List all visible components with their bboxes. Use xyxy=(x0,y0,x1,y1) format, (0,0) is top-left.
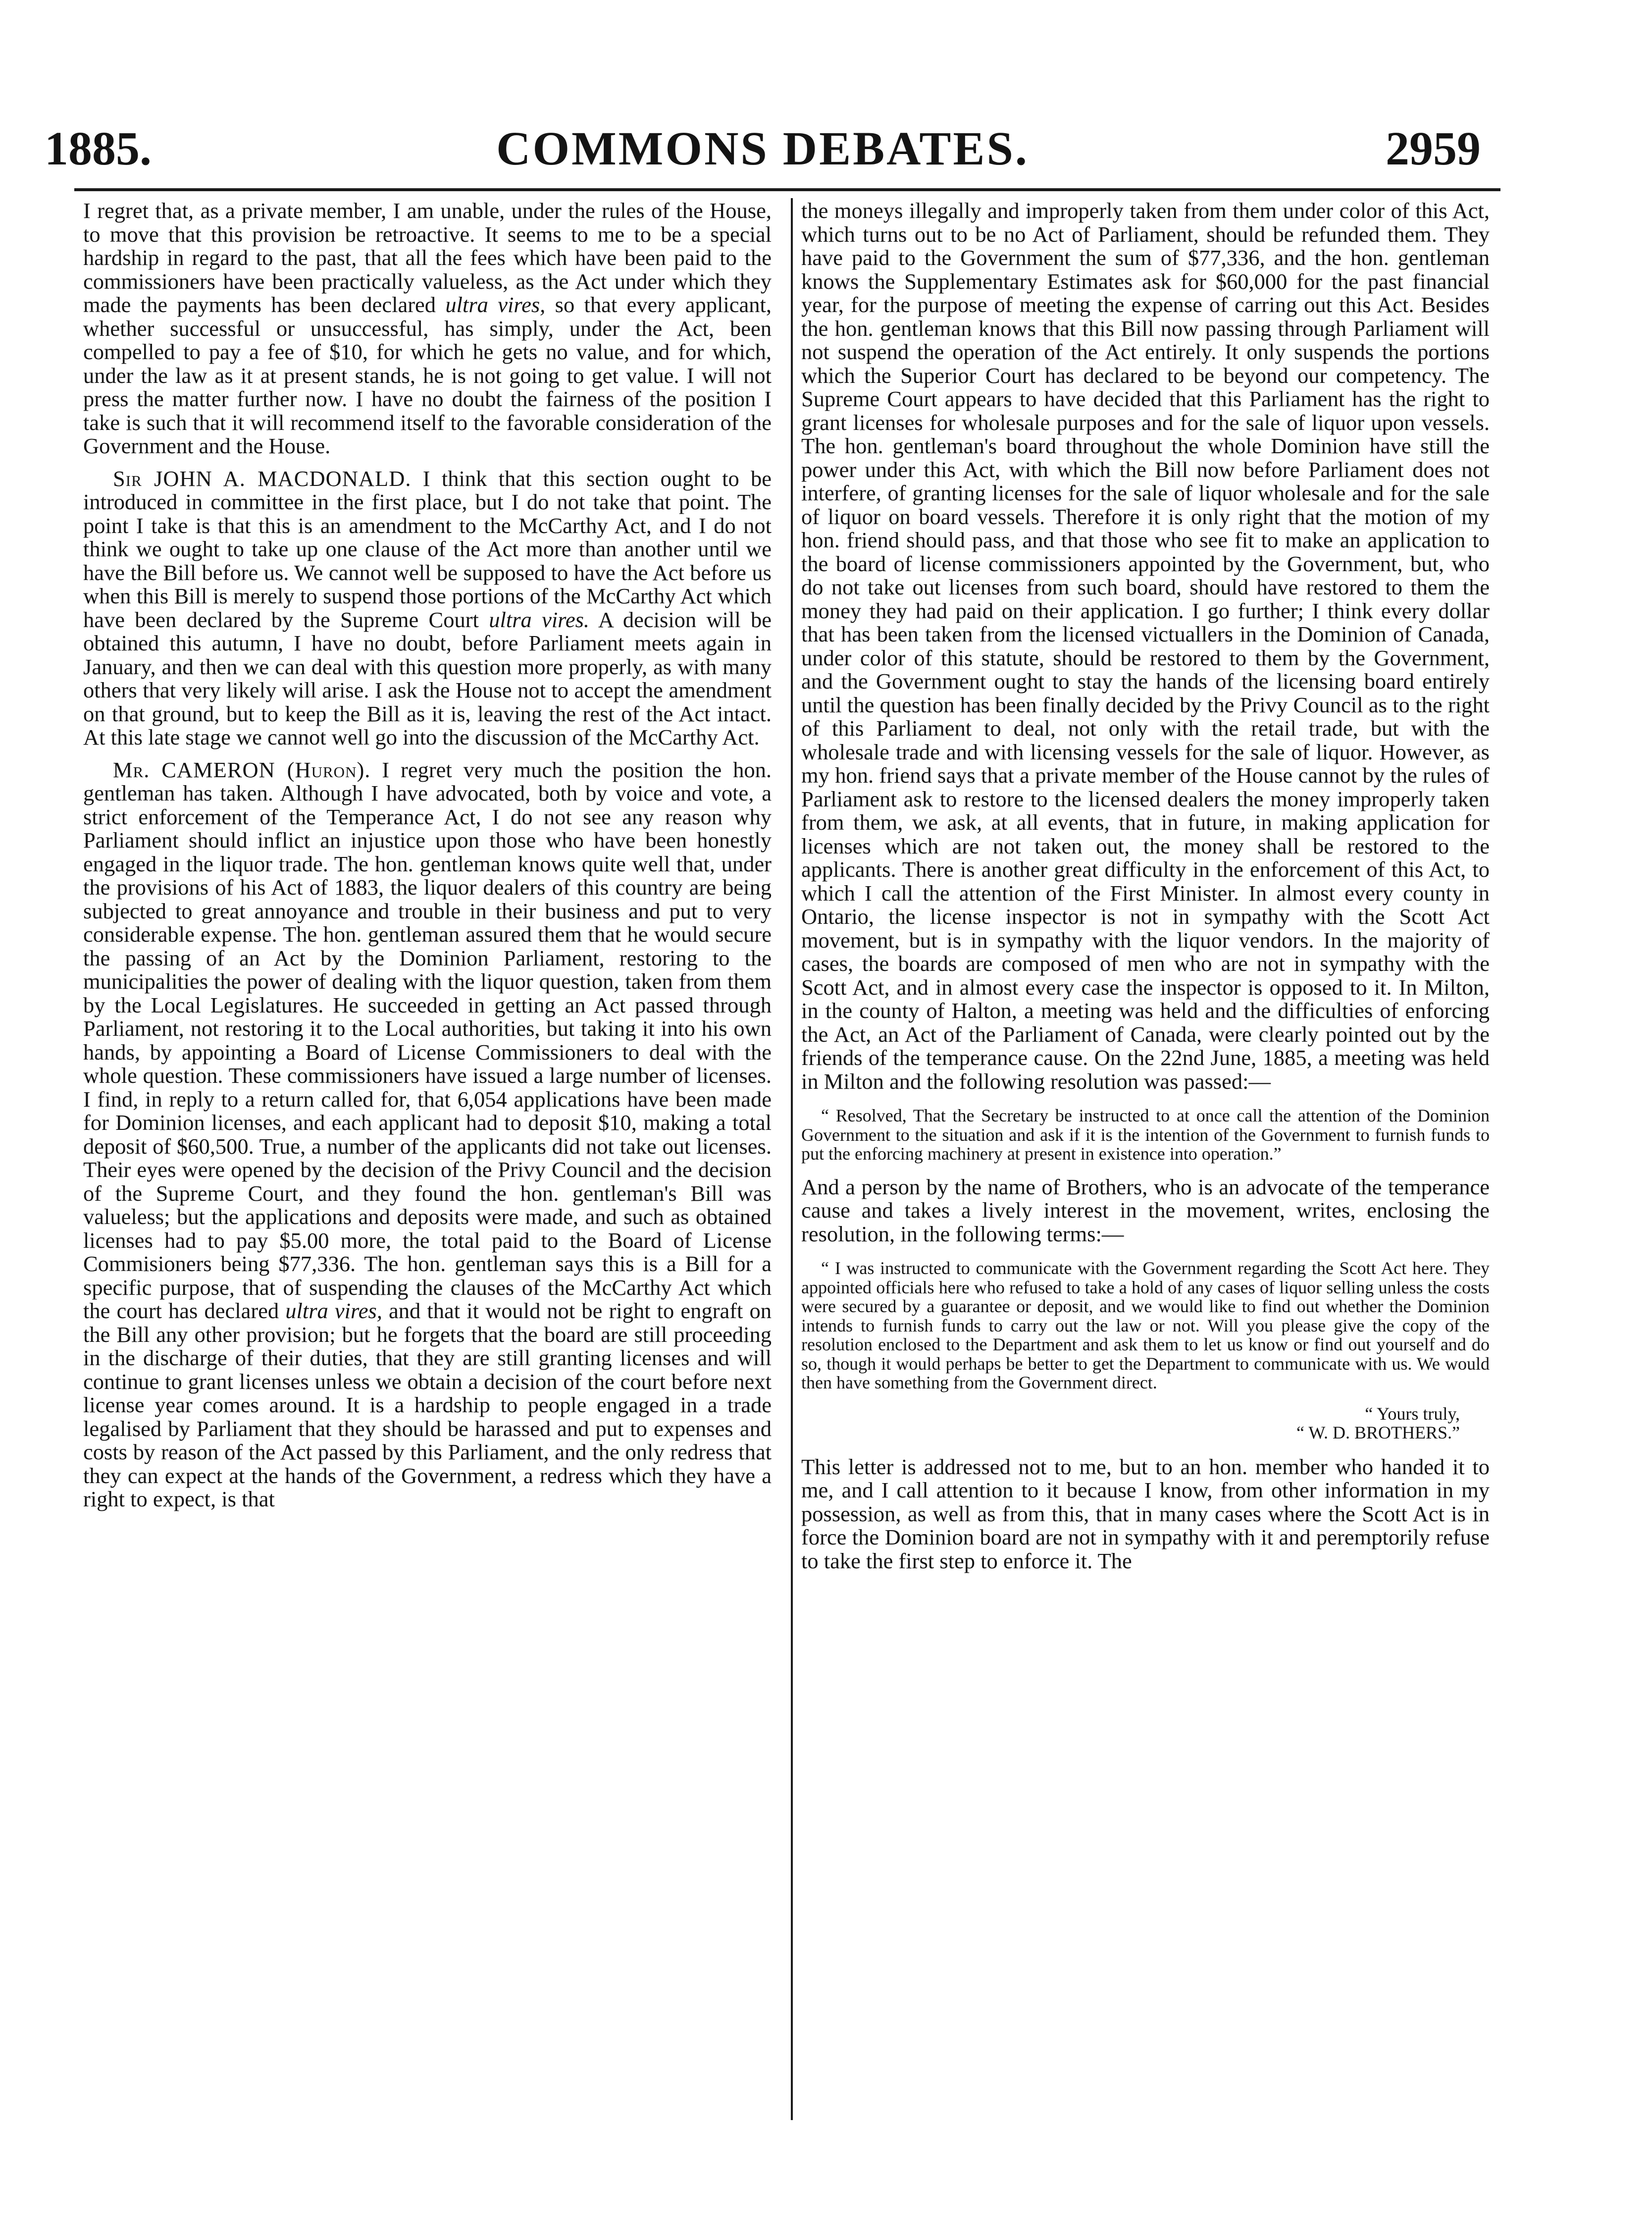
paragraph: the moneys illegally and improperly taken from them under color of this Act, which turns out to be no Act of Parliament, should be refunded them. They have paid to the Government the sum of $77,336, and the hon. gentleman knows the Supplementary Estimates ask for $60,000 for the past financial year, for the purpose of meeting the expense of carring out this Act. Besides the hon. gentleman knows that this Bill now passing through Parliament will not suspend the operation of the Act entirely. It only suspends the portions which the Superior Court has declared to be beyond our competency. The Supreme Court appears to have decided that this Parliament has the right to grant licenses for wholesale purposes and for the sale of liquor upon vessels. The hon. gentleman's board throughout the whole Dominion have still the power under this Act, with which the Bill now before Parliament does not interfere, of granting licenses for the sale of liquor wholesale and for the sale of liquor on board vessels. Therefore it is only right that the motion of my hon. friend should pass, and that those who see fit to make an application to the board of license commissioners appointed by the Government, but, who do not take out licenses from such board, should have restored to them the money they had paid on their application. I go further; I think every dollar that has been taken from the licensed victuallers in the Dominion of Canada, under color of this statute, should be restored to them by the Government, and the Government ought to stay the hands of the licensing board entirely until the question has been finally decided by the Privy Council as to the right of this Parliament to deal, not only with the retail trade, but with the wholesale trade and with licensing vessels for the sale of liquor. However, as my hon. friend says that a private member of the House cannot by the rules of Parliament ask to restore to the licensed dealers the money improperly taken from them, we ask, at all events, that in future, in making application for licenses which are not taken out, the money shall be restored to the applicants. There is another great difficulty in the enforcement of this Act, to which I call the attention of the First Minister. In almost every county in Ontario, the license inspector is not in sympathy with the Scott Act movement, but is in sympathy with the liquor vendors. In the majority of cases, the boards are composed of men who are not in sympathy with the Scott Act, and in almost every case the inspector is opposed to it. In Milton, in the county of Halton, a meeting was held and the difficulties of enforcing the Act, an Act of the Parliament of Canada, were clearly pointed out by the friends of the temperance cause. On the 22nd June, 1885, a meeting was held in Milton and the following resolution was passed:— xyxy=(801,199,1490,1094)
header-rule xyxy=(74,188,1500,191)
italic-text: ultra vires, xyxy=(445,292,546,317)
signature-closing: “ Yours truly, xyxy=(1365,1403,1460,1424)
paragraph-text: I regret that, as a private member, I am unable, under the rules of the House, to move that this provision be retroactive. It seems to me to be a special hardship in regard to the past, that all the fees which have been paid to the commissioners have been practically valueless, as the Act under which they made the payments has been declared xyxy=(83,199,772,317)
paragraph: This letter is addressed not to me, but to an hon. member who handed it to me, and I call attention to it because I know, from other information in my possession, as well as from this, that in many cases where the Scott Act is in force the Dominion board are not in sympathy with it and peremptorily refuse to take the first step to enforce it. The xyxy=(801,1454,1490,1573)
speaker-name: Mr. CAMERON (Huron). xyxy=(113,757,371,782)
letter-quote: “ I was instructed to communicate with the Government regarding the Scott Act here. They appointed officials here who refused to take a hold of any cases of liquor selling unless the costs were secured by a guarantee or deposit, and we would like to find out whether the Dominion intends to furnish funds to carry out the law or not. Will you please give the copy of the resolution enclosed to the Department and ask them to let us know or find out yourself and do so, though it would perhaps be better to get the Department to communicate with us. We would then have something from the Government direct. xyxy=(801,1258,1490,1392)
paragraph xyxy=(83,467,772,749)
paragraph-text: I regret very much the position the hon. gentleman has taken. Although I have advocated, both by voice and vote, a strict enforcement of the Temperance Act, I do not see any reason why Parliament should inflict an injustice upon those who have been honestly engaged in the liquor trade. The hon. gentleman knows quite well that, under the provisions of his Act of 1883, the liquor dealers of this country are being subjected to great annoyance and trouble in their business and put to very considerable expense. The hon. gentleman assured them that he would secure the passing of an Act by the Dominion Parliament, restoring to the municipalities the power of dealing with the liquor question, taken from them by the Local Legislatures. He succeeded in getting an Act passed through Parliament, not restoring it to the Local authorities, but taking it into his own hands, by appointing a Board of License Commissioners to deal with the whole question. These commissioners have issued a large number of licenses. I find, in reply to a return called for, that 6,054 applications have been made for Dominion licenses, and each applicant had to deposit $10, making a total deposit of $60,500. True, a number of the applicants did not take out licenses. Their eyes were opened by the decision of the Privy Council and the decision of the Supreme Court, and they found the hon. gentleman's Bill was valueless; but the applications and deposits were made, and such as obtained licenses had to pay $5.00 more, the total paid to the Board of License Commisioners being $77,336. The hon. gentleman says this is a Bill for a specific purpose, that of suspending the clauses of the McCarthy Act which the court has declared xyxy=(83,757,772,1323)
header-title: COMMONS DEBATES. xyxy=(496,122,1029,175)
letter-signature xyxy=(801,1404,1490,1442)
page-number: 2959 xyxy=(1386,122,1481,175)
paragraph-text: and that it would not be right to engraft on the Bill any other provision; but he forgets that the board are still proceeding in the discharge of their duties, that they are still granting licenses and will continue to grant licenses unless we obtain a decision of the court before next license year comes around. It is a hardship to people engaged in a trade legalised by Parliament that they should be harassed and put to expenses and costs by reason of the Act passed by this Parliament, and the only redress that they can expect at the hands of the Government, a redress which they have a right to expect, is that xyxy=(83,1298,772,1511)
signature-name: “ W. D. BROTHERS.” xyxy=(1296,1423,1460,1442)
header-year: 1885. xyxy=(45,122,152,175)
paragraph-text: A decision will be obtained this autumn, I have no doubt, before Parliament meets again in January, and then we can deal with this question more properly, as with many others that very likely will arise. I ask the House not to accept the amendment on that ground, but to keep the Bill as it is, leaving the rest of the Act intact. At this late stage we cannot well go into the discussion of the McCarthy Act. xyxy=(83,607,772,749)
column-divider xyxy=(791,198,793,2120)
paragraph xyxy=(83,758,772,1511)
paragraph-text: I think that this section ought to be introduced in committee in the first place, but I do not take that point. The point I take is that this is an amendment to the McCarthy Act, and I do not think we ought to take up one clause of the Act more than another until we have the Bill before us. We cannot well be supposed to have the Act before us when this Bill is merely to suspend those portions of the McCarthy Act which have been declared by the Supreme Court xyxy=(83,466,772,632)
paragraph-text: so that every applicant, whether successful or unsuccessful, has simply, under the Act, been compelled to pay a fee of $10, for which he gets no value, and for which, under the law as it at present stands, he is not going to get value. I will not press the matter further now. I have no doubt the fairness of the position I take is such that it will recommend itself to the favorable consideration of the Government and the House. xyxy=(83,292,772,458)
running-header xyxy=(45,119,1481,178)
speaker-name: Sir JOHN A. MACDONALD. xyxy=(113,466,412,491)
paragraph xyxy=(83,199,772,458)
italic-text: ultra vires. xyxy=(489,607,590,632)
resolution-quote: “ Resolved, That the Secretary be instructed to at once call the attention of the Dominion Government to the situation and ask if it is the intention of the Government to furnish funds to put the enforcing machinery at present in existence into operation.” xyxy=(801,1106,1490,1164)
right-column xyxy=(801,199,1490,2121)
italic-text: ultra vires, xyxy=(285,1298,382,1323)
left-column xyxy=(83,199,772,2121)
paragraph: And a person by the name of Brothers, who is an advocate of the temperance cause and takes a lively interest in the movement, writes, enclosing the resolution, in the following terms:— xyxy=(801,1174,1490,1246)
